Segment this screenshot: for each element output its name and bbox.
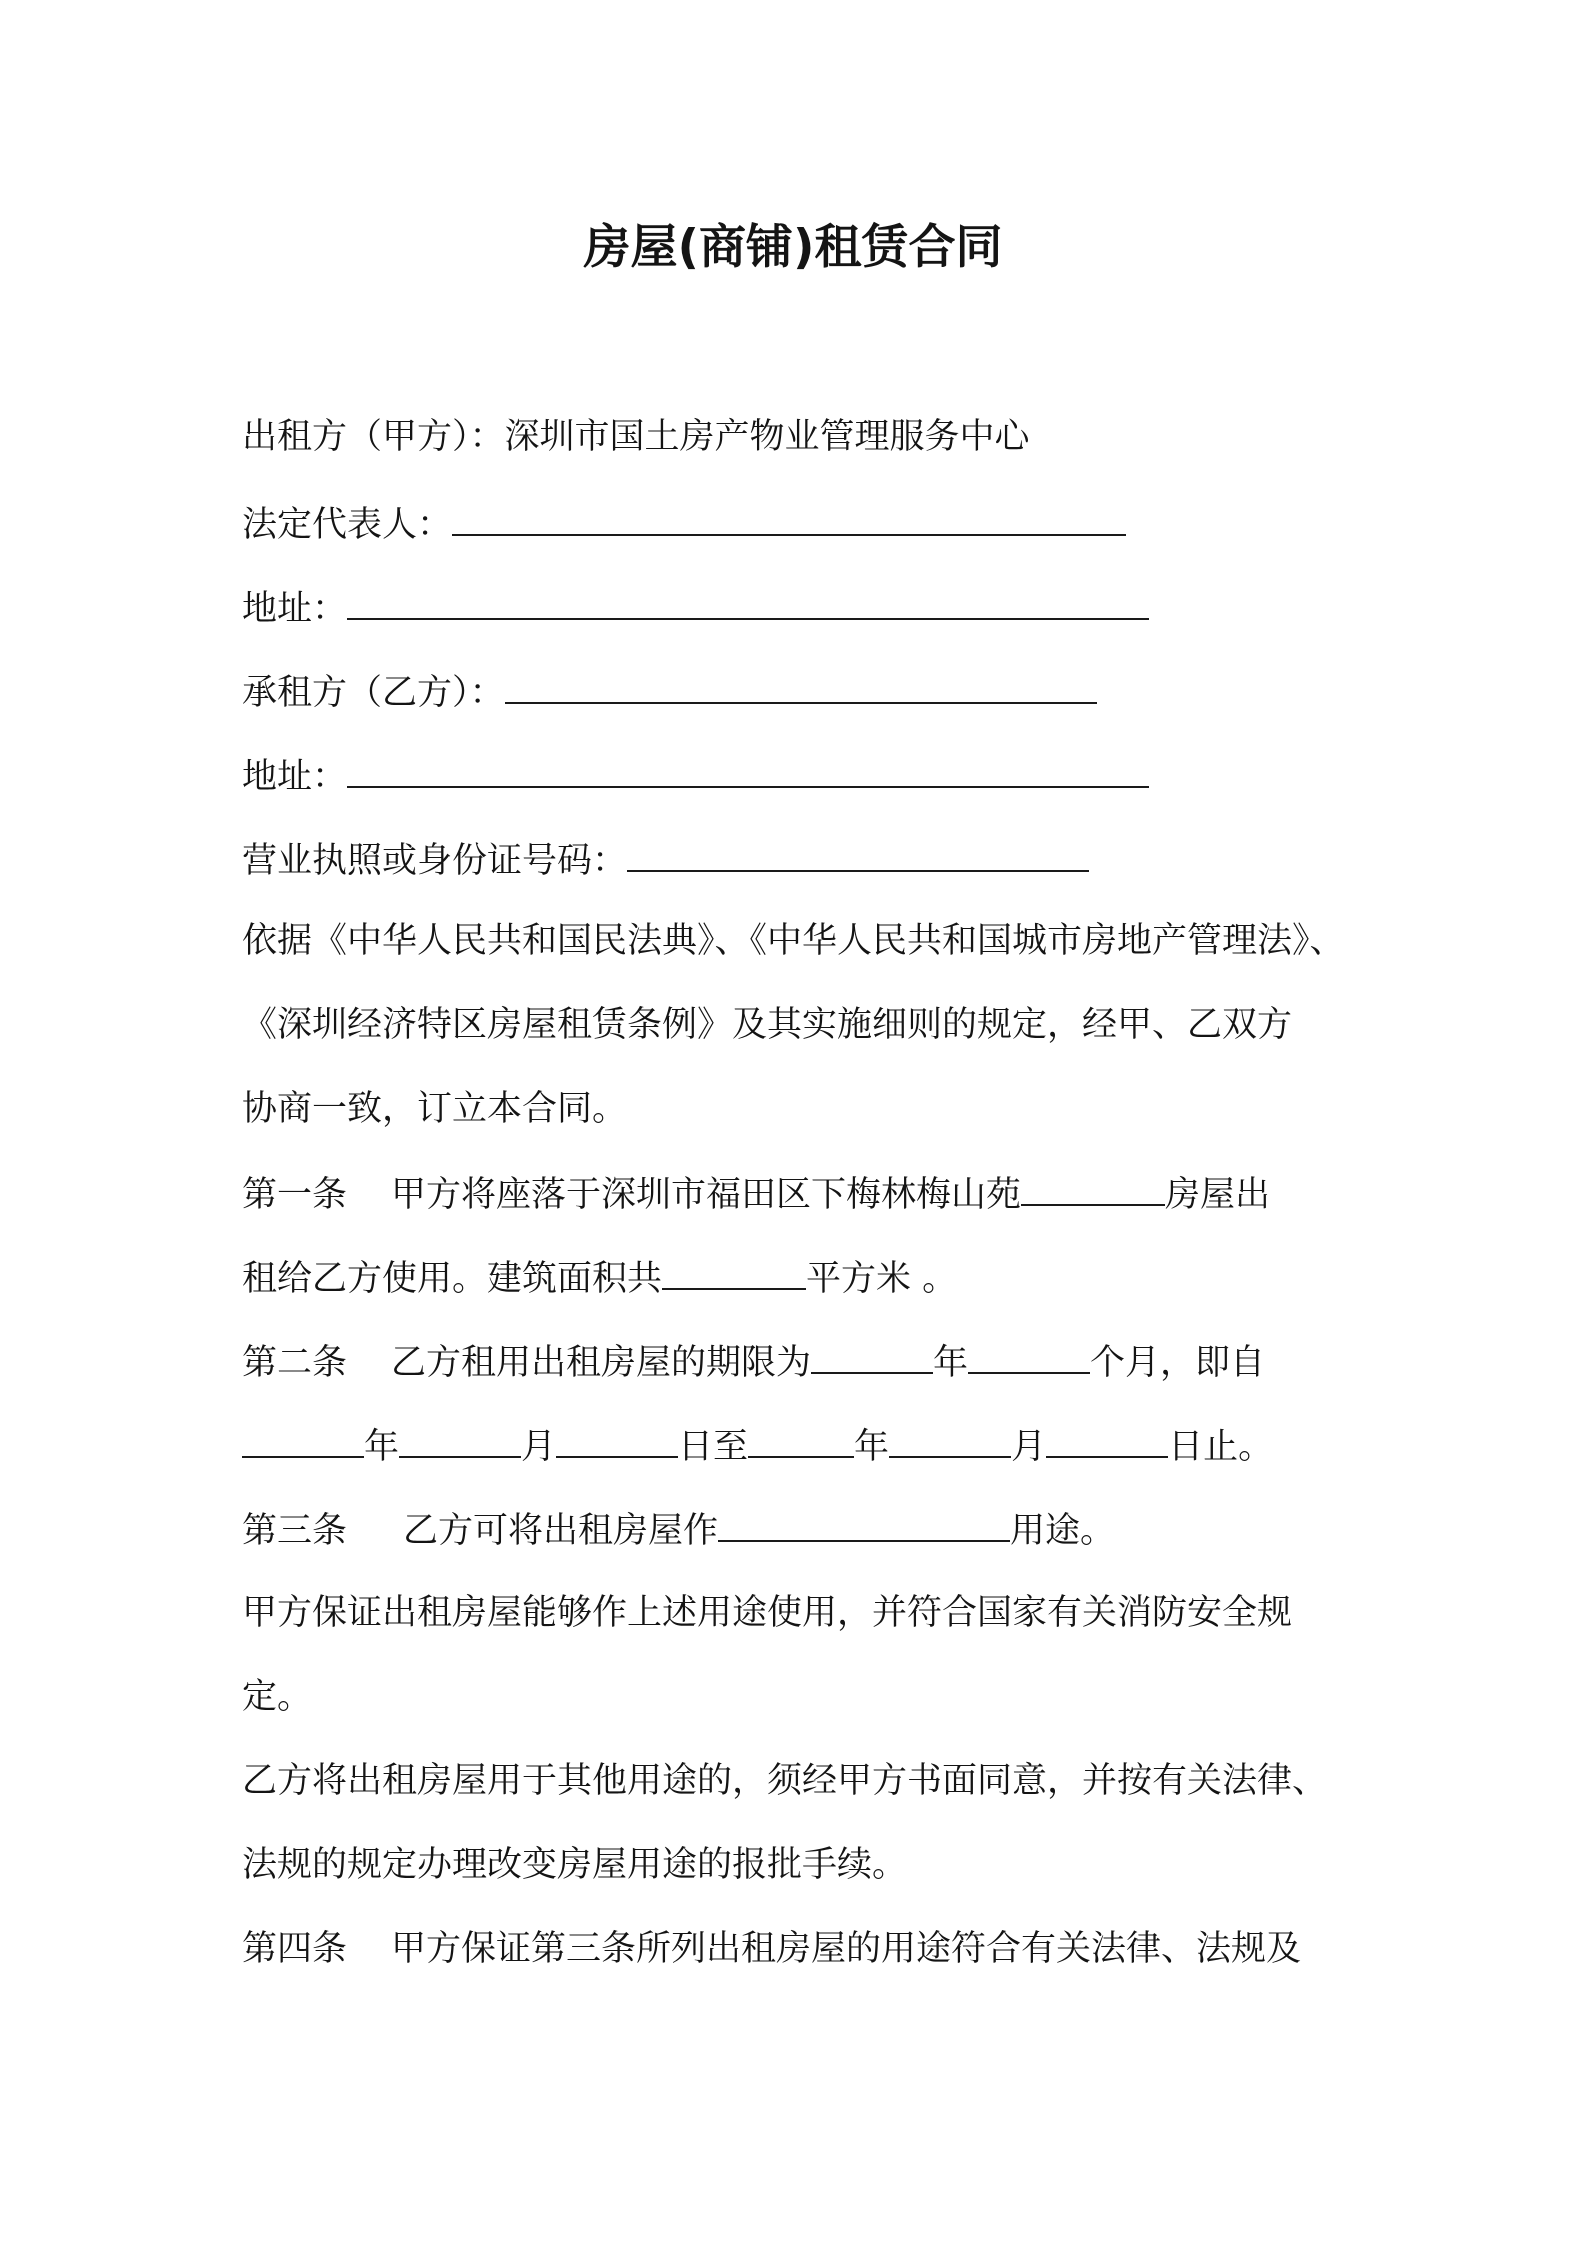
lessor-value: 深圳市国土房产物业管理服务中心 xyxy=(504,417,1030,457)
article-4-text: 甲方保证第三条所列出租房屋的用途符合有关法律、法规及 xyxy=(391,1929,1302,1969)
representative-line xyxy=(242,498,1126,550)
article-3-text-a: 乙方可将出租房屋作 xyxy=(403,1511,719,1551)
article-2-years-blank[interactable] xyxy=(811,1336,933,1374)
lessor-address-label: 地址： xyxy=(242,589,348,629)
article-4-label: 第四条 xyxy=(242,1929,348,1969)
lessee-address-blank[interactable] xyxy=(347,750,1149,788)
article-3-para3-line-2: 法规的规定办理改变房屋用途的报批手续。 xyxy=(242,1845,908,1885)
article-2-text-b: 个月，即自 xyxy=(1090,1343,1266,1383)
lessor-address-line xyxy=(242,582,1149,634)
end-month-blank[interactable] xyxy=(889,1420,1011,1458)
basis-line-2: 《深圳经济特区房屋租赁条例》及其实施细则的规定，经甲、乙双方 xyxy=(242,1005,1293,1045)
start-month-blank[interactable] xyxy=(399,1420,521,1458)
end-day-unit: 日止。 xyxy=(1168,1427,1274,1467)
start-month-unit: 月 xyxy=(521,1427,557,1467)
article-1-line-2 xyxy=(242,1252,957,1304)
article-3-text-b: 用途。 xyxy=(1010,1511,1116,1551)
start-year-blank[interactable] xyxy=(242,1420,364,1458)
article-2-label: 第二条 xyxy=(242,1343,348,1383)
end-month-unit: 月 xyxy=(1011,1427,1047,1467)
end-day-blank[interactable] xyxy=(1046,1420,1168,1458)
license-label: 营业执照或身份证号码： xyxy=(242,841,628,881)
end-year-blank[interactable] xyxy=(748,1420,854,1458)
article-1-area-blank[interactable] xyxy=(662,1252,806,1290)
article-4-line-1 xyxy=(242,1924,1301,1974)
article-2-text-a: 乙方租用出租房屋的期限为 xyxy=(391,1343,812,1383)
start-year-unit: 年 xyxy=(364,1427,400,1467)
representative-label: 法定代表人： xyxy=(242,505,453,545)
start-day-unit: 日至 xyxy=(678,1427,749,1467)
lessor-label: 出租方（甲方）： xyxy=(242,417,505,457)
article-3-para2-line-2: 定。 xyxy=(242,1677,313,1717)
lessor-address-blank[interactable] xyxy=(347,582,1149,620)
article-1-label: 第一条 xyxy=(242,1175,348,1215)
article-1-line-1 xyxy=(242,1168,1270,1220)
article-2-year-unit: 年 xyxy=(933,1343,969,1383)
license-line xyxy=(242,834,1089,886)
basis-line-1: 依据《中华人民共和国民法典》、《中华人民共和国城市房地产管理法》、 xyxy=(242,921,1345,961)
article-2-line-2 xyxy=(242,1420,1273,1472)
lessee-address-line xyxy=(242,750,1149,802)
start-day-blank[interactable] xyxy=(556,1420,678,1458)
article-1-text-b: 房屋出 xyxy=(1165,1175,1271,1215)
lessee-address-label: 地址： xyxy=(242,757,348,797)
lessee-blank[interactable] xyxy=(505,666,1097,704)
article-1-line2-text-b: 平方米 。 xyxy=(806,1259,958,1299)
article-3-line-1 xyxy=(242,1504,1115,1556)
lessee-label: 承租方（乙方）： xyxy=(242,673,505,713)
lessor-line xyxy=(242,412,1030,462)
article-3-purpose-blank[interactable] xyxy=(718,1504,1010,1542)
article-2-line-1 xyxy=(242,1336,1265,1388)
end-year-unit: 年 xyxy=(854,1427,890,1467)
article-3-para2-line-1: 甲方保证出租房屋能够作上述用途使用，并符合国家有关消防安全规 xyxy=(242,1593,1293,1633)
representative-blank[interactable] xyxy=(452,498,1126,536)
basis-line-3: 协商一致，订立本合同。 xyxy=(242,1089,628,1129)
document-title: 房屋(商铺)租赁合同 xyxy=(583,220,1003,275)
article-2-months-blank[interactable] xyxy=(968,1336,1090,1374)
article-1-line2-text-a: 租给乙方使用。建筑面积共 xyxy=(242,1259,663,1299)
lessee-line xyxy=(242,666,1097,718)
license-blank[interactable] xyxy=(627,834,1089,872)
article-1-text-a: 甲方将座落于深圳市福田区下梅林梅山苑 xyxy=(391,1175,1022,1215)
article-1-room-blank[interactable] xyxy=(1021,1168,1165,1206)
article-3-label: 第三条 xyxy=(242,1511,348,1551)
article-3-para3-line-1: 乙方将出租房屋用于其他用途的，须经甲方书面同意，并按有关法律、 xyxy=(242,1761,1328,1801)
